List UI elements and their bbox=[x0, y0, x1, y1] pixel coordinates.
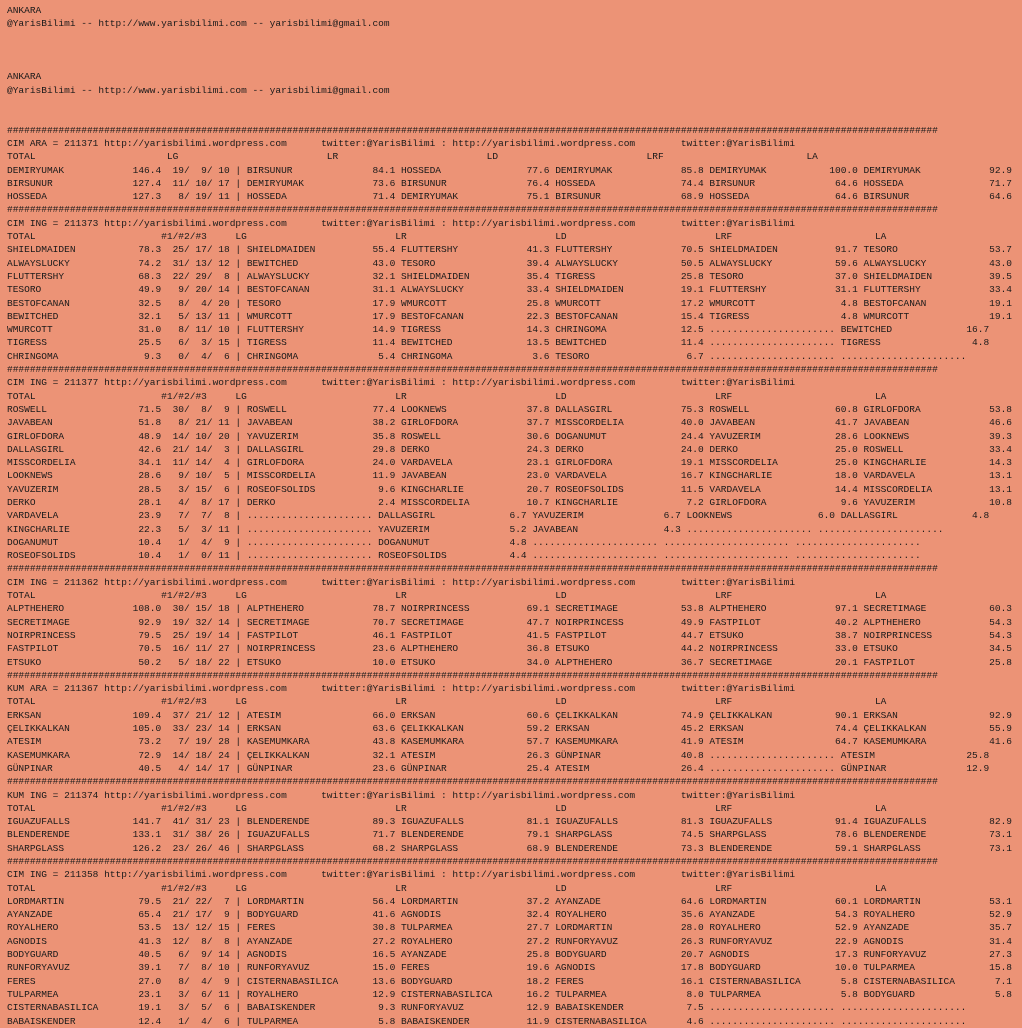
result-row: ÇELIKKALKAN 105.0 33/ 23/ 14 | ERKSAN 63.6 ÇELIKKALKAN 59.2 ERKSAN 45.2 ERKSAN 74.4 ÇELIKKALKAN 55.9 bbox=[7, 723, 1013, 735]
separator-line: ################################################################################################################################################################### bbox=[7, 856, 938, 867]
result-row: AYANZADE 65.4 21/ 17/ 9 | BODYGUARD 41.6 AGNODIS 32.4 ROYALHERO 35.6 AYANZADE 54.3 ROYALHERO 52.9 bbox=[7, 909, 1013, 921]
result-row: FASTPILOT 70.5 16/ 11/ 27 | NOIRPRINCESS 23.6 ALPTHEHERO 36.8 ETSUKO 44.2 NOIRPRINCESS 33.0 ETSUKO 34.5 bbox=[7, 643, 1013, 655]
result-row: LOOKNEWS 28.6 9/ 10/ 5 | MISSCORDELIA 11.9 JAVABEAN 23.0 VARDAVELA 16.7 KINGCHARLIE 18.0 VARDAVELA 13.1 bbox=[7, 470, 1013, 482]
text-line: @YarisBilimi -- http://www.yarisbilimi.com -- yarisbilimi@gmail.com bbox=[7, 84, 390, 96]
separator-line: ################################################################################################################################################################### bbox=[7, 364, 938, 376]
result-row: BIRSUNUR 127.4 11/ 10/ 17 | DEMIRYUMAK 73.6 BIRSUNUR 76.4 HOSSEDA 74.4 BIRSUNUR 64.6 HOSSEDA 71.7 bbox=[7, 177, 1013, 189]
result-row: GÜNPINAR 40.5 4/ 14/ 17 | GÜNPINAR 23.6 GÜNPINAR 25.4 ATESIM 26.4 ...................... GÜNPINAR 12.9 bbox=[7, 762, 990, 774]
result-row: ALWAYSLUCKY 74.2 31/ 13/ 12 | BEWITCHED 43.0 TESORO 39.4 ALWAYSLUCKY 50.5 ALWAYSLUCKY 59.6 ALWAYSLUCKY 43.0 bbox=[7, 257, 1013, 269]
race-header-line: KUM ARA = 211367 http://yarisbilimi.wordpress.com twitter:@YarisBilimi : http://yarisbilimi.wordpress.com twitter:@YarisBilimi bbox=[7, 683, 796, 695]
race-header-line: KUM ING = 211374 http://yarisbilimi.wordpress.com twitter:@YarisBilimi : http://yarisbilimi.wordpress.com twitter:@YarisBilimi bbox=[7, 789, 796, 801]
result-row: WMURCOTT 31.0 8/ 11/ 10 | FLUTTERSHY 14.9 TIGRESS 14.3 CHRINGOMA 12.5 ...................... BEWITCHED 16.7 bbox=[7, 324, 990, 336]
result-row: ROSWELL 71.5 30/ 8/ 9 | ROSWELL 77.4 LOOKNEWS 37.8 DALLASGIRL 75.3 ROSWELL 60.8 GIRLOFDORA 53.8 bbox=[7, 403, 1013, 415]
result-row: DEMIRYUMAK 146.4 19/ 9/ 10 | BIRSUNUR 84.1 HOSSEDA 77.6 DEMIRYUMAK 85.8 DEMIRYUMAK 100.0 DEMIRYUMAK 92.9 bbox=[7, 164, 1013, 176]
race-header-line: CIM ING = 211358 http://yarisbilimi.wordpress.com twitter:@YarisBilimi : http://yarisbilimi.wordpress.com twitter:@YarisBilimi bbox=[7, 869, 796, 881]
result-row: DOGANUMUT 10.4 1/ 4/ 9 | ...................... DOGANUMUT 4.8 ...................... ...................... ...................... bbox=[7, 536, 921, 548]
result-row: NOIRPRINCESS 79.5 25/ 19/ 14 | FASTPILOT 46.1 FASTPILOT 41.5 FASTPILOT 44.7 ETSUKO 38.7 NOIRPRINCESS 54.3 bbox=[7, 629, 1013, 641]
result-row: ERKSAN 109.4 37/ 21/ 12 | ATESIM 66.0 ERKSAN 60.6 ÇELIKKALKAN 74.9 ÇELIKKALKAN 90.1 ERKSAN 92.9 bbox=[7, 709, 1013, 721]
result-row: BABAISKENDER 12.4 1/ 4/ 6 | TULPARMEA 5.8 BABAISKENDER 11.9 CISTERNABASILICA 4.6 ...................... ...................... bbox=[7, 1015, 967, 1027]
blank-line bbox=[7, 97, 1022, 110]
result-row: CISTERNABASILICA 19.1 3/ 5/ 6 | BABAISKENDER 9.3 RUNFORYAVUZ 12.9 BABAISKENDER 7.5 ...................... ...................... bbox=[7, 1002, 967, 1014]
blank-line bbox=[7, 44, 1022, 57]
blank-line bbox=[7, 110, 1022, 123]
separator-line: ################################################################################################################################################################### bbox=[7, 204, 938, 216]
result-row: JAVABEAN 51.8 8/ 21/ 11 | JAVABEAN 38.2 GIRLOFDORA 37.7 MISSCORDELIA 40.0 JAVABEAN 41.7 JAVABEAN 46.6 bbox=[7, 417, 1013, 429]
result-row: FERES 27.0 8/ 4/ 9 | CISTERNABASILICA 13.6 BODYGUARD 18.2 FERES 16.1 CISTERNABASILICA 5.8 CISTERNABASILICA 7.1 bbox=[7, 975, 1013, 987]
column-header-line: TOTAL #1/#2/#3 LG LR LD LRF LA bbox=[7, 231, 887, 243]
result-row: DALLASGIRL 42.6 21/ 14/ 3 | DALLASGIRL 29.8 DERKO 24.3 DERKO 24.0 DERKO 25.0 ROSWELL 33.4 bbox=[7, 443, 1013, 455]
result-row: TULPARMEA 23.1 3/ 6/ 11 | ROYALHERO 12.9 CISTERNABASILICA 16.2 TULPARMEA 8.0 TULPARMEA 5.8 BODYGUARD 5.8 bbox=[7, 988, 1013, 1000]
result-row: TESORO 49.9 9/ 20/ 14 | BESTOFCANAN 31.1 ALWAYSLUCKY 33.4 SHIELDMAIDEN 19.1 FLUTTERSHY 31.1 FLUTTERSHY 33.4 bbox=[7, 284, 1013, 296]
result-row: BLENDERENDE 133.1 31/ 38/ 26 | IGUAZUFALLS 71.7 BLENDERENDE 79.1 SHARPGLASS 74.5 SHARPGLASS 78.6 BLENDERENDE 73.1 bbox=[7, 829, 1013, 841]
result-row: VARDAVELA 23.9 7/ 7/ 8 | ...................... DALLASGIRL 6.7 YAVUZERIM 6.7 LOOKNEWS 6.0 DALLASGIRL 4.8 bbox=[7, 510, 990, 522]
column-header-line: TOTAL #1/#2/#3 LG LR LD LRF LA bbox=[7, 882, 887, 894]
text-line: ANKARA bbox=[7, 5, 42, 16]
separator-line: ################################################################################################################################################################### bbox=[7, 124, 938, 136]
result-row: CHRINGOMA 9.3 0/ 4/ 6 | CHRINGOMA 5.4 CHRINGOMA 3.6 TESORO 6.7 ...................... ...................... bbox=[7, 350, 967, 362]
result-row: DERKO 28.1 4/ 8/ 17 | DERKO 2.4 MISSCORDELIA 10.7 KINGCHARLIE 7.2 GIRLOFDORA 9.6 YAVUZERIM 10.8 bbox=[7, 496, 1013, 508]
result-row: ETSUKO 50.2 5/ 18/ 22 | ETSUKO 10.0 ETSUKO 34.0 ALPTHEHERO 36.7 SECRETIMAGE 20.1 FASTPILOT 25.8 bbox=[7, 656, 1013, 668]
result-row: BESTOFCANAN 32.5 8/ 4/ 20 | TESORO 17.9 WMURCOTT 25.8 WMURCOTT 17.2 WMURCOTT 4.8 BESTOFCANAN 19.1 bbox=[7, 297, 1013, 309]
result-row: TIGRESS 25.5 6/ 3/ 15 | TIGRESS 11.4 BEWITCHED 13.5 BEWITCHED 11.4 ...................... TIGRESS 4.8 bbox=[7, 337, 990, 349]
result-row: ALPTHEHERO 108.0 30/ 15/ 18 | ALPTHEHERO 78.7 NOIRPRINCESS 69.1 SECRETIMAGE 53.8 ALPTHEHERO 97.1 SECRETIMAGE 60.3 bbox=[7, 603, 1013, 615]
result-row: ROSEOFSOLIDS 10.4 1/ 0/ 11 | ...................... ROSEOFSOLIDS 4.4 ...................... ...................... ...................... bbox=[7, 550, 921, 562]
blank-line bbox=[7, 57, 1022, 70]
column-header-line: TOTAL LG LR LD LRF LA bbox=[7, 151, 818, 163]
text-line: @YarisBilimi -- http://www.yarisbilimi.com -- yarisbilimi@gmail.com bbox=[7, 18, 390, 30]
separator-line: ################################################################################################################################################################### bbox=[7, 563, 938, 575]
race-header-line: CIM ARA = 211371 http://yarisbilimi.wordpress.com twitter:@YarisBilimi : http://yarisbilimi.wordpress.com twitter:@YarisBilimi bbox=[7, 137, 796, 149]
blank-line bbox=[7, 31, 1022, 44]
result-row: AGNODIS 41.3 12/ 8/ 8 | AYANZADE 27.2 ROYALHERO 27.2 RUNFORYAVUZ 26.3 RUNFORYAVUZ 22.9 AGNODIS 31.4 bbox=[7, 935, 1013, 947]
separator-line: ################################################################################################################################################################### bbox=[7, 669, 938, 681]
result-row: FLUTTERSHY 68.3 22/ 29/ 8 | ALWAYSLUCKY 32.1 SHIELDMAIDEN 35.4 TIGRESS 25.8 TESORO 37.0 SHIELDMAIDEN 39.5 bbox=[7, 270, 1013, 282]
result-row: ATESIM 73.2 7/ 19/ 28 | KASEMUMKARA 43.8 KASEMUMKARA 57.7 KASEMUMKARA 41.9 ATESIM 64.7 KASEMUMKARA 41.6 bbox=[7, 736, 1013, 748]
column-header-line: TOTAL #1/#2/#3 LG LR LD LRF LA bbox=[7, 696, 887, 708]
column-header-line: TOTAL #1/#2/#3 LG LR LD LRF LA bbox=[7, 802, 887, 814]
column-header-line: TOTAL #1/#2/#3 LG LR LD LRF LA bbox=[7, 590, 887, 602]
result-row: RUNFORYAVUZ 39.1 7/ 8/ 10 | RUNFORYAVUZ 15.0 FERES 19.6 AGNODIS 17.8 BODYGUARD 10.0 TULPARMEA 15.8 bbox=[7, 962, 1013, 974]
separator-line: ################################################################################################################################################################### bbox=[7, 776, 938, 788]
text-line: ANKARA bbox=[7, 71, 42, 83]
result-row: LORDMARTIN 79.5 21/ 22/ 7 | LORDMARTIN 56.4 LORDMARTIN 37.2 AYANZADE 64.6 LORDMARTIN 60.1 LORDMARTIN 53.1 bbox=[7, 895, 1013, 907]
result-row: SHIELDMAIDEN 78.3 25/ 17/ 18 | SHIELDMAIDEN 55.4 FLUTTERSHY 41.3 FLUTTERSHY 70.5 SHIELDMAIDEN 91.7 TESORO 53.7 bbox=[7, 244, 1013, 256]
result-row: SHARPGLASS 126.2 23/ 26/ 46 | SHARPGLASS 68.2 SHARPGLASS 68.9 BLENDERENDE 73.3 BLENDERENDE 59.1 SHARPGLASS 73.1 bbox=[7, 842, 1013, 854]
result-row: KINGCHARLIE 22.3 5/ 3/ 11 | ...................... YAVUZERIM 5.2 JAVABEAN 4.3 ...................... ...................... bbox=[7, 523, 944, 535]
race-header-line: CIM ING = 211362 http://yarisbilimi.wordpress.com twitter:@YarisBilimi : http://yarisbilimi.wordpress.com twitter:@YarisBilimi bbox=[7, 576, 796, 588]
result-row: SECRETIMAGE 92.9 19/ 32/ 14 | SECRETIMAGE 70.7 SECRETIMAGE 47.7 NOIRPRINCESS 49.9 FASTPILOT 40.2 ALPTHEHERO 54.3 bbox=[7, 616, 1013, 628]
result-row: BEWITCHED 32.1 5/ 13/ 11 | WMURCOTT 17.9 BESTOFCANAN 22.3 BESTOFCANAN 15.4 TIGRESS 4.8 WMURCOTT 19.1 bbox=[7, 310, 1013, 322]
race-header-line: CIM ING = 211377 http://yarisbilimi.wordpress.com twitter:@YarisBilimi : http://yarisbilimi.wordpress.com twitter:@YarisBilimi bbox=[7, 377, 796, 389]
result-row: HOSSEDA 127.3 8/ 19/ 11 | HOSSEDA 71.4 DEMIRYUMAK 75.1 BIRSUNUR 68.9 HOSSEDA 64.6 BIRSUNUR 64.6 bbox=[7, 191, 1013, 203]
result-row: BODYGUARD 40.5 6/ 9/ 14 | AGNODIS 16.5 AYANZADE 25.8 BODYGUARD 20.7 AGNODIS 17.3 RUNFORYAVUZ 27.3 bbox=[7, 949, 1013, 961]
result-row: GIRLOFDORA 48.9 14/ 10/ 20 | YAVUZERIM 35.8 ROSWELL 30.6 DOGANUMUT 24.4 YAVUZERIM 28.6 LOOKNEWS 39.3 bbox=[7, 430, 1013, 442]
race-header-line: CIM ING = 211373 http://yarisbilimi.wordpress.com twitter:@YarisBilimi : http://yarisbilimi.wordpress.com twitter:@YarisBilimi bbox=[7, 217, 796, 229]
column-header-line: TOTAL #1/#2/#3 LG LR LD LRF LA bbox=[7, 390, 887, 402]
result-row: MISSCORDELIA 34.1 11/ 14/ 4 | GIRLOFDORA 24.0 VARDAVELA 23.1 GIRLOFDORA 19.1 MISSCORDELIA 25.0 KINGCHARLIE 14.3 bbox=[7, 457, 1013, 469]
result-row: KASEMUMKARA 72.9 14/ 18/ 24 | ÇELIKKALKAN 32.1 ATESIM 26.3 GÜNPINAR 40.8 ...................... ATESIM 25.8 bbox=[7, 749, 990, 761]
result-row: ROYALHERO 53.5 13/ 12/ 15 | FERES 30.8 TULPARMEA 27.7 LORDMARTIN 28.0 ROYALHERO 52.9 AYANZADE 35.7 bbox=[7, 922, 1013, 934]
result-row: YAVUZERIM 28.5 3/ 15/ 6 | ROSEOFSOLIDS 9.6 KINGCHARLIE 20.7 ROSEOFSOLIDS 11.5 VARDAVELA 14.4 MISSCORDELIA 13.1 bbox=[7, 483, 1013, 495]
result-row: IGUAZUFALLS 141.7 41/ 31/ 23 | BLENDERENDE 89.3 IGUAZUFALLS 81.1 IGUAZUFALLS 81.3 IGUAZUFALLS 91.4 IGUAZUFALLS 82.9 bbox=[7, 816, 1013, 828]
